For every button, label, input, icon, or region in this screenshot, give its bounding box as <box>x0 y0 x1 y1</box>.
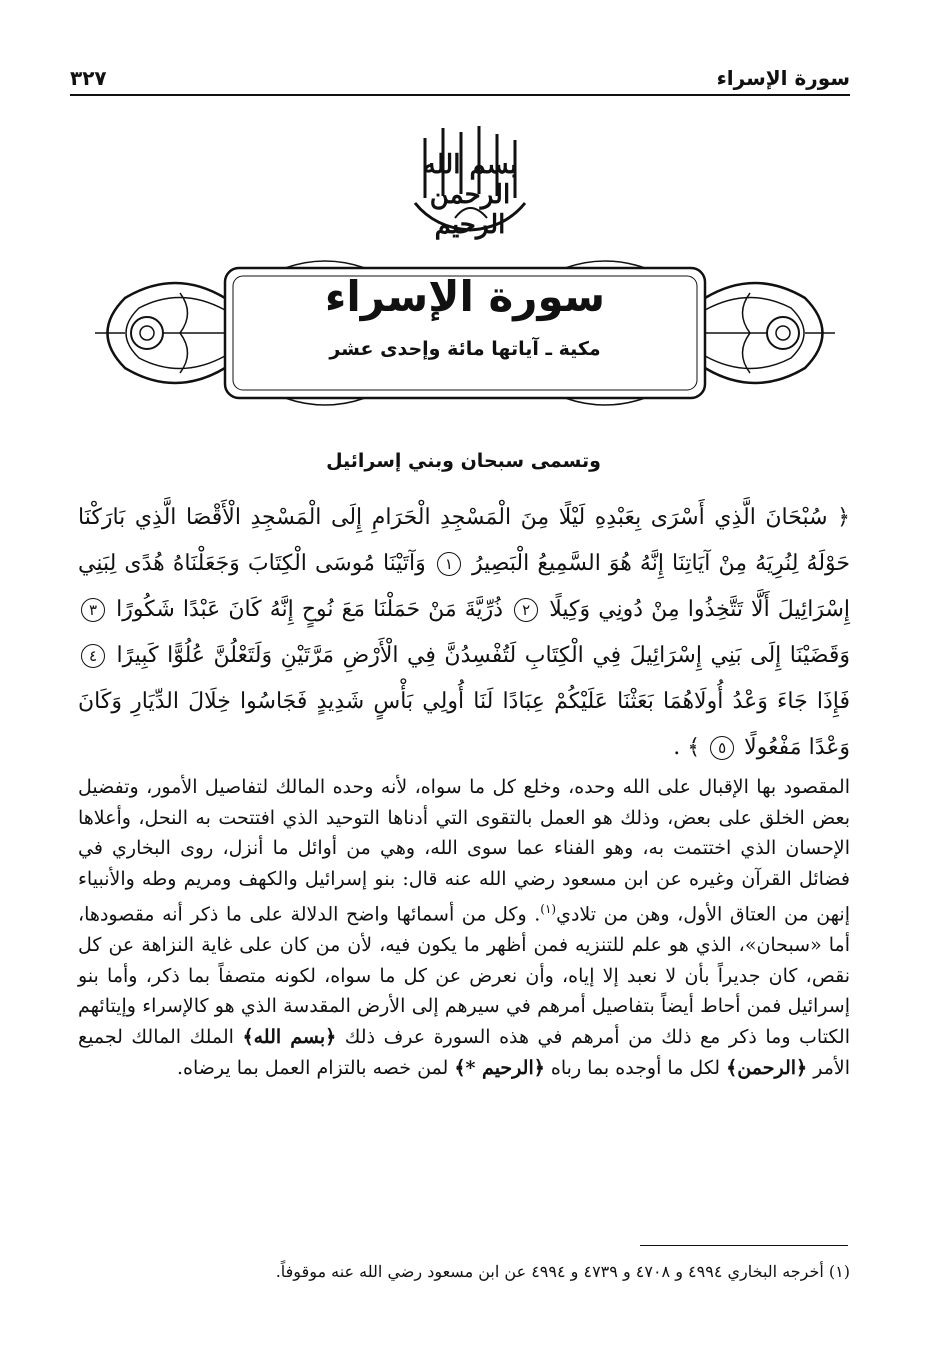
commentary-segment-2: . وكل من أسمائها واضح الدلالة على ما ذكر أنه مقصودها، أما «سبحان»، الذي هو علم للتنزيه فمن أظهر ما يكون فيه، لأن من كان على غاية النزاهة عن كل نقص، كان جديراً بأن لا نعبد إلا إياه، وأن نعرض عن كل ما سواه، لكونه متصفاً بما ذكر، وأما بنو إسرائيل فمن أحاط أيضاً بتفاصيل أمرهم في سيرهم إلى الأرض المقدسة الذي هو كالإسراء وإيتائهم الكتاب وما ذكر مع ذلك من أمرهم في هذه السورة عرف ذلك <box>78 903 850 1049</box>
highlight-rahman: ﴿الرحمن﴾ <box>726 1056 808 1079</box>
commentary-segment-4: لكل ما أوجده بما رباه <box>550 1056 721 1079</box>
surah-alternate-names: وتسمى سبحان وبني إسرائيل <box>326 450 601 472</box>
footnote: (١) أخرجه البخاري ٤٩٩٤ و ٤٧٠٨ و ٤٧٣٩ و ٤٩٩٤ عن ابن مسعود رضي الله عنه موقوفاً. <box>275 1262 850 1281</box>
running-header <box>70 62 850 96</box>
quran-verses <box>78 495 850 771</box>
verse-number-1: ١ <box>437 552 461 576</box>
header-rule <box>70 94 850 96</box>
surah-title: سورة الإسراء <box>324 272 606 321</box>
verse-2: وَآتَيْنَا مُوسَى الْكِتَابَ وَجَعَلْنَاهُ هُدًى لِبَنِي إِسْرَائِيلَ أَلَّا تَتَّخِذُوا مِنْ دُونِي وَكِيلًا <box>78 551 851 622</box>
page-number: ٣٢٧ <box>70 66 107 90</box>
verse-1: سُبْحَانَ الَّذِي أَسْرَى بِعَبْدِهِ لَيْلًا مِنَ الْمَسْجِدِ الْحَرَامِ إِلَى الْمَسْجِدِ الْأَقْصَا الَّذِي بَارَكْنَا حَوْلَهُ لِنُرِيَهُ مِنْ آيَاتِنَا إِنَّهُ هُوَ السَّمِيعُ الْبَصِيرُ <box>78 505 851 576</box>
verse-number-3: ٣ <box>81 598 105 622</box>
verse-4: وَقَضَيْنَا إِلَى بَنِي إِسْرَائِيلَ فِي الْكِتَابِ لَتُفْسِدُنَّ فِي الْأَرْضِ مَرَّتَيْنِ وَلَتَعْلُنَّ عُلُوًّا كَبِيرًا <box>116 643 850 668</box>
surah-subtitle: مكية ـ آياتها مائة وإحدى عشر <box>329 338 601 360</box>
verse-number-4: ٤ <box>81 644 105 668</box>
commentary-segment-1: المقصود بها الإقبال على الله وحده، وخلع كل ما سواه، لأنه وحده المالك لتفاصيل الأمور، وتفضيل بعض الخلق على بعض، وذلك هو العمل بالتقوى التي أدناها التوحيد الذي افتتحت به النحل، وأعلاها الإحسان الذي اختتمت به، وهو الفناء عما سوى الله، وهي من أوائل ما أنزل، روى البخاري في فضائل القرآن وغيره عن ابن مسعود رضي الله عنه قال: بنو إسرائيل والكهف ومريم وطه والأنبياء إنهن من العتاق الأول، وهن من تلادي <box>78 776 850 926</box>
footnote-rule <box>640 1245 848 1246</box>
basmala-calligraphy <box>395 118 545 238</box>
verse-3: ذُرِّيَّةَ مَنْ حَمَلْنَا مَعَ نُوحٍ إِنَّهُ كَانَ عَبْدًا شَكُورًا <box>116 597 504 622</box>
highlight-bismillah: ﴿بسم الله﴾ <box>242 1026 337 1049</box>
verse-number-5: ٥ <box>710 736 734 760</box>
commentary-segment-3: الملك المالك لجميع الأمر <box>78 1026 850 1079</box>
highlight-rahim: ﴿الرحيم *﴾ <box>454 1056 545 1079</box>
commentary-segment-5: لمن خصه بالتزام العمل بما يرضاه. <box>176 1056 449 1079</box>
footnote-reference[interactable]: (١) <box>540 902 557 917</box>
verse-open-bracket: ﴿ <box>837 505 851 530</box>
running-header-surah-name: سورة الإسراء <box>716 66 850 90</box>
commentary-paragraph <box>78 772 850 1083</box>
surah-title-frame <box>85 258 845 408</box>
basmala-text: بسم الله الرحمن الرحيم <box>422 150 518 240</box>
verse-number-2: ٢ <box>514 598 538 622</box>
verse-close-bracket: ﴾ . <box>673 735 701 760</box>
commentary-text <box>78 772 850 1083</box>
verse-5: فَإِذَا جَاءَ وَعْدُ أُولَاهُمَا بَعَثْنَا عَلَيْكُمْ عِبَادًا لَنَا أُولِي بَأْسٍ شَدِيدٍ فَجَاسُوا خِلَالَ الدِّيَارِ وَكَانَ وَعْدًا مَفْعُولًا <box>78 689 850 760</box>
